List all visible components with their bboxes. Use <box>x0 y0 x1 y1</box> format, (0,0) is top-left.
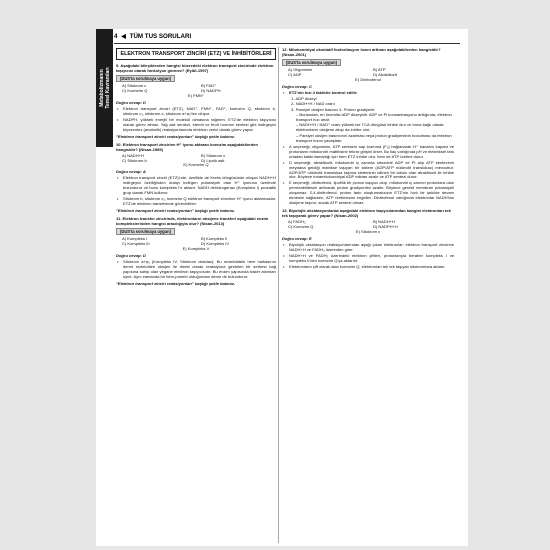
factor-item: 1- ADP düzeyi <box>291 95 317 101</box>
option: C) Koenzim Q <box>288 224 314 230</box>
question-13: 13. Biyolojik oksidasyonlarda aşağıdaki elektron taşıyıcılarından hangisi elektronları tek tek taşıyarak görev yapar? (Nisan-2002) <box>282 208 451 219</box>
section-title: ELEKTRON TRANSPORT ZİNCİRİ (ETZ) VE İNHİBİTÖRLERİ <box>116 48 276 60</box>
bullet: • Biyolojik oksidasyon reaksiyonlarından aşağı çıkan elektronlar; elektron transport zincirine NADH+H ve FADH₂ üzerinden girer. <box>282 243 454 253</box>
option: E) Kompleks V <box>182 245 210 251</box>
dus-badge: (DUS'ta sorulmaya uygun) <box>282 59 341 66</box>
question-9: 9. Aşağıdaki bileşiklerden hangisi hücredeki elektron transport zincirinde elektron taşıyıcısı olarak fonksiyon görmez? (Eylül-1997) <box>116 63 274 74</box>
option: A) Kompleks I <box>122 235 148 241</box>
bullet: • D seçeneği; atraktilozit, mitokondri iç zarında sitozolde ADP ve Pi alıp ATP sentezinin meydana geldiği matrikse taşıyan bir sistem (ADP/ATP nükleotit translokaz) mevcuttur. ADP/ATP nükleotit translokaz taşıma sisteminin bilinen bir toksin olan atraktilozit ile inhibe olur. Böylece intramitokondriyal ADP miktarı azalır ve ATP sentezi durur. <box>282 161 454 181</box>
question-12: 12. Mitokondriyal oksidatif fosforilasyon hızını arttıran aşağıdakilerden hangisidir? (Nisan-2001) <box>282 47 441 57</box>
book-page <box>96 29 468 546</box>
option: C) Sitokrom b <box>122 157 147 163</box>
option: A) Oligomisin <box>288 66 313 72</box>
option: C) Koenzim Q <box>122 88 148 94</box>
option: B) FAD⁺ <box>201 83 217 89</box>
option: D) Lipoik asit <box>201 157 225 163</box>
option: D) Kompleks IV <box>201 240 230 246</box>
bullet: • Sitokrom a+a₃ (Kompleks IV, Sitokrom oksidaz); Bu moleküldeki hem halkasının demir molekülleri oksijen ile direkt olarak reaksiyona girebilen bir serbest bağ yapısına sahip olan yegane elektron taşıyıcısıdır. Bu enzim yapısında baker atomları içerir. Aynı zamanda bir hem-protein olduğundan demir de bulundurur. <box>116 260 276 280</box>
answer: Doğru cevap: D <box>116 99 146 105</box>
dus-badge: (DUS'ta sorulmaya uygun) <box>116 228 175 235</box>
question-11: 11. Elektron transfer zincirinde, elektronların oksijene transferi aşağıdaki enzim komplekslerinden hangisi aracılığıyla olur? (Nisan-2013) <box>116 216 269 226</box>
factor-detail: – Bunlardan, en önemlisi ADP düzeyidir. ADP ve Pi konsantrasyonu arttığında, elektron transport hızı artar. <box>296 112 452 122</box>
side-tab-line2: Temel Kavramları <box>104 67 111 109</box>
bullet: • ETZ'nin hızı 4 faktörle kontrol edilir: <box>282 91 454 96</box>
bullet: • Elektronların çift olarak alan koenzim Q, elektronları tek tek taşıyan sitokromlara aktarır. <box>282 265 454 270</box>
option: A) Sitokrom c <box>122 83 147 89</box>
option: D) Atraktilozit <box>373 71 397 77</box>
option: E) FMN⁺ <box>187 93 205 99</box>
bullet: • NADH+H ve FADH₂ üzerindeki elektron çiftleri, protonlarıyla beraber kompleks I ve kompleks II'den koenzim Q'ya aktarılır. <box>282 254 454 264</box>
option: B) NADH+H <box>373 219 395 225</box>
bullet: • A seçeneği; oligomisin, ATP sentazın sap kısmına (F₀) bağlanarak H⁺ kanalını kapatır ve protonların mitokondri matriksine tekrar girişini önler. Bu ilaç varlığında pH ve elektriksel fark ortadan kaldırılamadığı için hem ETZ inhibe olur, hem de ATP üretimi durur. <box>282 145 454 160</box>
option: C) ADP <box>288 71 302 77</box>
option: D) NADPH <box>201 88 221 94</box>
option: A) FADH₂ <box>288 219 306 225</box>
option: D) NADPH+H <box>373 224 398 230</box>
option: B) Kompleks II <box>201 235 228 241</box>
answer: Doğru cevap: C <box>282 83 312 89</box>
right-column <box>282 48 454 271</box>
note: "Elektron transport zinciri reaksiyonları" başlığı şekle bakınız. <box>116 208 235 214</box>
header-title: TÜM TUS SORULARI <box>129 33 192 40</box>
side-tab-line1: Metabolizmanın <box>98 69 105 107</box>
factor-detail: – NADH+H / NAD⁺ oranı yüksek ise TCA döngüsü inhibe olur ve buna bağlı olarak elektronların oksijene akışı da inhibe olur. <box>296 122 444 133</box>
answer: Doğru cevap: D <box>116 252 146 258</box>
option: B) ATP <box>373 66 386 72</box>
left-column <box>116 48 276 289</box>
question-10: 10. Elektron transport zincirine H⁺ iyonu aktaran koenzim aşağıdakilerden hangisidir? (Nisan-1989) <box>116 141 259 152</box>
bullet: • NADPH, yüksek enerjili bir molekül olmasına rağmen, ETZ'de elektron taşıyıcısı olarak görev almaz. Yağ asit sentezi, steroit ve tiroit hormon sentezi gibi indirgeyici biyosentez (anabolik) reaksiyonlarında elektron verici olarak görev yapar. <box>116 118 276 133</box>
factor-detail: – Parsiyel oksijen basıncının azalması veya proton gradiyentinin bozulması da elektron transport hızını yavaşlatır. <box>296 132 452 143</box>
bullet: • Sitokrom b, sitokrom c₁, koenzim Q elektron transport zincirine H⁺ iyonu aktarmazlar. ETZ'de elektron transferinde görevlidirler. <box>116 197 276 207</box>
factor-item: 2- NADH+H / NAD oranı <box>291 101 335 107</box>
dus-badge: (DUS'ta sorulmaya uygun) <box>116 75 175 82</box>
bullet: • Elektron transport zinciri (ETZ)'nde, özellikle de Krebs döngüsünde oluşan NADH+H indirgeyici özelliğinden dolayı indirgen potansiyeli olan H⁺ iyonunu üzerinde bulundurur ve bunu kompleks I'e aktarır. NADH dehidrogenaz (Kompleks I) prostatik grup olarak FMN kullanır. <box>116 176 276 196</box>
option: E) Dinitrofenol <box>355 76 381 82</box>
bullet: • E seçeneği; dinitrofenol, lipofilik bir proton taşıyıcı olup, mitokondri iç zarının protonlara olan permeabilitesini arttırarak proton gradiyentini azaltır. Böylece gerekli membran potansiyeli oluşamaz. 2,4-dinitrofenol, proton farkı oluşturmaksızın ETZ'nin hızlı bir şekilde devam etmesini sağlarken, ATP üretimesini engeller. Dinitrofenol varlığında elektronlar NADH'tan oksijene taşınır, ancak ATP sentezi olmaz. <box>282 181 454 206</box>
option: C) Kompleks III <box>122 240 150 246</box>
bullet: • Elektron transport zinciri (ETZ), NAD⁺, FMN⁺, FAD⁺, koenzim Q, sitokrom b, sitokrom c₁, sitokrom c, sitokrom a+a₃'ten oluşur. <box>116 107 276 117</box>
page-number: 4 <box>114 33 118 40</box>
option: B) Sitokrom c <box>201 152 226 158</box>
page-header <box>114 33 460 44</box>
option: E) Koenzim Q <box>183 162 209 168</box>
factor-item: 3- Parsiyel oksijen basıncı 4- Proton gradiyenti <box>291 106 375 112</box>
answer: Doğru cevap: E <box>282 235 312 241</box>
chapter-side-tab <box>96 29 113 147</box>
column-divider <box>278 47 279 543</box>
arrow-icon: ◀ <box>121 33 126 40</box>
note: "Elektron transport zinciri reaksiyonları" başlığı şekle bakınız. <box>116 133 235 139</box>
answer: Doğru cevap: A <box>116 169 146 175</box>
option: A) NADH+H <box>122 152 144 158</box>
option: E) Sitokrom c <box>355 229 381 234</box>
note: "Elektron transport zinciri reaksiyonları" başlığı şekle bakınız. <box>116 280 235 286</box>
